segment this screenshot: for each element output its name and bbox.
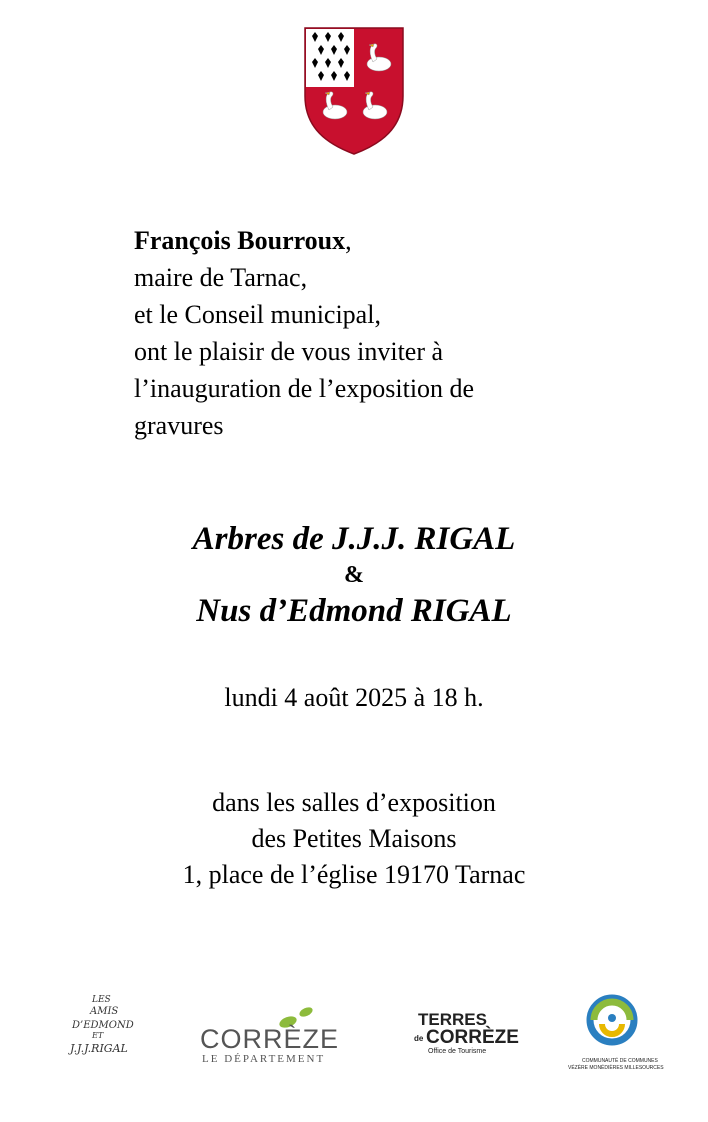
svg-text:CORRÈZE: CORRÈZE bbox=[426, 1027, 519, 1048]
svg-text:de: de bbox=[414, 1034, 424, 1043]
svg-text:TERRES: TERRES bbox=[418, 1010, 487, 1029]
venue-line: dans les salles d’exposition bbox=[212, 788, 496, 817]
host-name: François Bourroux bbox=[134, 226, 346, 255]
intro-line: et le Conseil municipal, bbox=[134, 300, 381, 329]
host-name-suffix: , bbox=[345, 226, 352, 255]
svg-text:CORRÈZE: CORRÈZE bbox=[200, 1024, 340, 1054]
exhibition-title-2: Nus d’Edmond RIGAL bbox=[196, 593, 512, 629]
correze-departement-logo bbox=[196, 1002, 340, 1068]
intro-line: l’inauguration de l’exposition de bbox=[134, 374, 475, 403]
intro-line: maire de Tarnac, bbox=[134, 263, 308, 292]
svg-text:D’EDMOND: D’EDMOND bbox=[72, 1020, 134, 1031]
terres-de-correze-logo bbox=[412, 1008, 519, 1058]
svg-text:LES: LES bbox=[92, 995, 111, 1005]
svg-text:VÉZÈRE MONÉDIÈRES MILLESOURCES: VÉZÈRE MONÉDIÈRES MILLESOURCES bbox=[568, 1065, 664, 1071]
svg-text:AMIS: AMIS bbox=[90, 1006, 119, 1017]
exhibition-title-1: Arbres de J.J.J. RIGAL bbox=[192, 521, 516, 557]
venue-line: 1, place de l’église 19170 Tarnac bbox=[182, 860, 526, 889]
svg-text:COMMUNAUTÉ DE COMMUNES: COMMUNAUTÉ DE COMMUNES bbox=[582, 1058, 658, 1064]
host-line bbox=[134, 222, 654, 259]
communaute-communes-logo bbox=[566, 992, 662, 1072]
venue-address bbox=[0, 785, 708, 893]
intro-line: ont le plaisir de vous inviter à bbox=[134, 337, 444, 366]
svg-text:LE DÉPARTEMENT: LE DÉPARTEMENT bbox=[202, 1053, 326, 1065]
svg-text:Office de Tourisme: Office de Tourisme bbox=[428, 1048, 487, 1055]
svg-text:J.J.J.RIGAL: J.J.J.RIGAL bbox=[70, 1042, 128, 1055]
invitation-intro bbox=[134, 222, 654, 444]
event-date: lundi 4 août 2025 à 18 h. bbox=[224, 683, 484, 712]
intro-line: gravures bbox=[134, 411, 224, 440]
exhibition-titles bbox=[0, 518, 708, 632]
amis-rigal-logo bbox=[62, 990, 142, 1062]
svg-text:ET: ET bbox=[92, 1031, 104, 1040]
ampersand: & bbox=[344, 562, 364, 588]
coat-of-arms bbox=[303, 26, 405, 156]
venue-line: des Petites Maisons bbox=[251, 824, 457, 853]
